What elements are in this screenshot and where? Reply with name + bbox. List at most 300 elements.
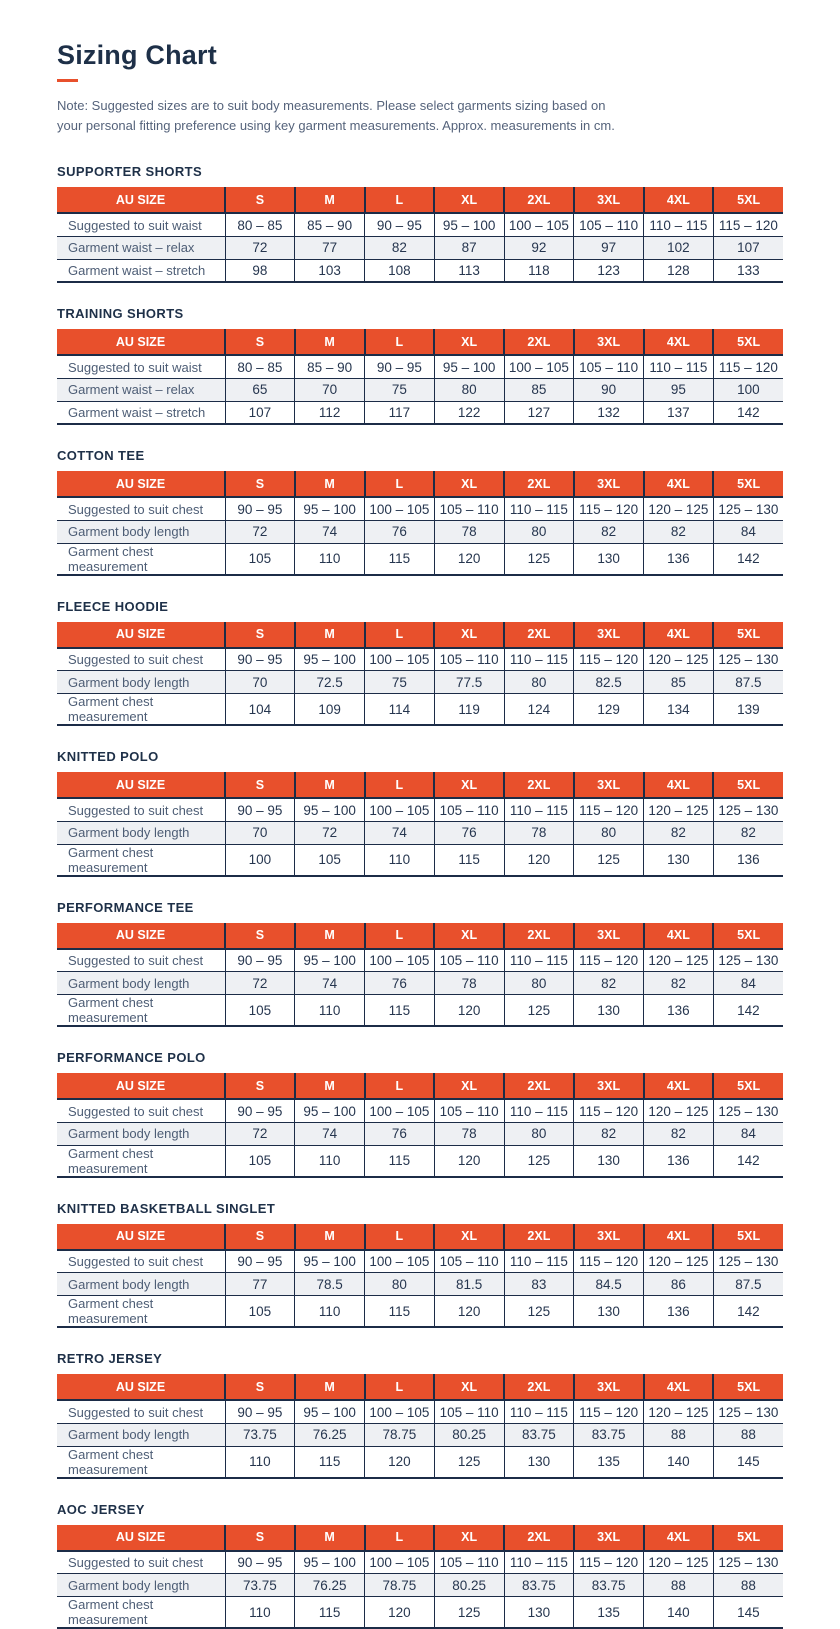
measurement-value: 139 — [713, 694, 783, 726]
measurement-row — [57, 1145, 783, 1177]
measurement-value: 95 – 100 — [295, 1551, 365, 1574]
measurement-value: 80 — [434, 378, 504, 401]
measurement-label: Garment chest measurement — [57, 1145, 225, 1177]
measurement-value: 120 — [365, 1597, 435, 1629]
measurement-value: 110 — [295, 1296, 365, 1328]
sizing-table-section — [57, 1351, 783, 1479]
size-header-cell: L — [365, 1374, 435, 1400]
measurement-value: 87 — [434, 236, 504, 259]
measurement-value: 95 – 100 — [295, 949, 365, 972]
size-header-cell: 5XL — [713, 471, 783, 497]
measurement-label: Garment body length — [57, 1423, 225, 1446]
measurement-value: 77.5 — [434, 671, 504, 694]
size-header-cell: L — [365, 622, 435, 648]
measurement-value: 136 — [713, 844, 783, 876]
measurement-value: 128 — [644, 259, 714, 282]
measurement-value: 110 – 115 — [504, 1400, 574, 1423]
measurement-value: 140 — [644, 1446, 714, 1478]
size-header-row — [57, 329, 783, 355]
size-header-cell: L — [365, 1073, 435, 1099]
measurement-value: 83.75 — [574, 1423, 644, 1446]
measurement-value: 117 — [365, 401, 435, 424]
measurement-value: 142 — [713, 1145, 783, 1177]
size-header-cell: 5XL — [713, 1374, 783, 1400]
product-title: PERFORMANCE POLO — [57, 1050, 206, 1066]
measurement-value: 120 — [434, 543, 504, 575]
measurement-value: 125 — [504, 543, 574, 575]
measurement-value: 76.25 — [295, 1574, 365, 1597]
measurement-value: 90 – 95 — [225, 949, 295, 972]
measurement-value: 119 — [434, 694, 504, 726]
measurement-value: 95 – 100 — [295, 798, 365, 821]
size-header-cell: S — [225, 187, 295, 213]
measurement-value: 90 – 95 — [365, 355, 435, 378]
measurement-value: 115 – 120 — [574, 1400, 644, 1423]
size-header-label: AU SIZE — [57, 923, 225, 949]
measurement-value: 112 — [295, 401, 365, 424]
measurement-label: Suggested to suit chest — [57, 1250, 225, 1273]
measurement-value: 72 — [225, 236, 295, 259]
measurement-value: 105 — [225, 995, 295, 1027]
measurement-value: 125 — [574, 844, 644, 876]
size-header-row — [57, 923, 783, 949]
measurement-value: 88 — [644, 1574, 714, 1597]
measurement-label: Suggested to suit chest — [57, 1551, 225, 1574]
size-header-cell: M — [295, 1525, 365, 1551]
measurement-value: 105 — [295, 844, 365, 876]
size-header-row — [57, 772, 783, 798]
measurement-value: 110 – 115 — [504, 648, 574, 671]
measurement-value: 74 — [295, 520, 365, 543]
size-header-cell: 2XL — [504, 1073, 574, 1099]
measurement-value: 87.5 — [713, 1273, 783, 1296]
measurement-value: 84 — [713, 972, 783, 995]
measurement-value: 125 – 130 — [713, 648, 783, 671]
measurement-value: 80 – 85 — [225, 213, 295, 236]
measurement-value: 115 — [434, 844, 504, 876]
measurement-value: 107 — [713, 236, 783, 259]
measurement-value: 76 — [365, 520, 435, 543]
size-header-cell: S — [225, 772, 295, 798]
measurement-row — [57, 1099, 783, 1122]
measurement-value: 105 – 110 — [574, 355, 644, 378]
measurement-value: 76 — [434, 821, 504, 844]
measurement-value: 105 – 110 — [434, 497, 504, 520]
measurement-value: 100 – 105 — [365, 1250, 435, 1273]
measurement-value: 80 — [365, 1273, 435, 1296]
measurement-value: 75 — [365, 378, 435, 401]
measurement-row — [57, 671, 783, 694]
size-header-row — [57, 1073, 783, 1099]
measurement-value: 100 – 105 — [365, 497, 435, 520]
size-header-cell: 4XL — [644, 1073, 714, 1099]
size-header-cell: 2XL — [504, 1224, 574, 1250]
measurement-value: 145 — [713, 1597, 783, 1629]
measurement-label: Garment body length — [57, 671, 225, 694]
measurement-value: 95 – 100 — [295, 648, 365, 671]
size-header-cell: L — [365, 772, 435, 798]
measurement-value: 83.75 — [504, 1423, 574, 1446]
size-header-cell: XL — [434, 471, 504, 497]
measurement-value: 80 — [574, 821, 644, 844]
measurement-label: Garment body length — [57, 972, 225, 995]
sizing-table — [57, 622, 783, 727]
measurement-label: Suggested to suit waist — [57, 213, 225, 236]
size-header-cell: 3XL — [574, 923, 644, 949]
measurement-value: 105 — [225, 1296, 295, 1328]
measurement-row — [57, 520, 783, 543]
measurement-row — [57, 1400, 783, 1423]
measurement-value: 114 — [365, 694, 435, 726]
measurement-value: 76.25 — [295, 1423, 365, 1446]
measurement-value: 82.5 — [574, 671, 644, 694]
size-header-cell: M — [295, 1224, 365, 1250]
measurement-value: 90 – 95 — [225, 648, 295, 671]
size-header-cell: L — [365, 329, 435, 355]
measurement-value: 76 — [365, 1122, 435, 1145]
measurement-label: Garment chest measurement — [57, 844, 225, 876]
measurement-value: 80.25 — [434, 1423, 504, 1446]
measurement-value: 134 — [644, 694, 714, 726]
measurement-label: Garment waist – stretch — [57, 259, 225, 282]
measurement-value: 90 – 95 — [225, 1551, 295, 1574]
measurement-value: 124 — [504, 694, 574, 726]
measurement-label: Garment body length — [57, 1273, 225, 1296]
measurement-value: 125 — [504, 1145, 574, 1177]
measurement-value: 130 — [504, 1597, 574, 1629]
measurement-value: 80.25 — [434, 1574, 504, 1597]
measurement-value: 82 — [574, 520, 644, 543]
measurement-value: 100 – 105 — [365, 648, 435, 671]
measurement-value: 80 — [504, 520, 574, 543]
product-title: TRAINING SHORTS — [57, 306, 184, 322]
size-header-cell: 4XL — [644, 772, 714, 798]
measurement-value: 120 — [365, 1446, 435, 1478]
measurement-value: 120 — [434, 1145, 504, 1177]
measurement-value: 110 – 115 — [504, 497, 574, 520]
measurement-value: 78 — [504, 821, 574, 844]
sizing-table — [57, 1525, 783, 1629]
measurement-value: 95 – 100 — [434, 355, 504, 378]
measurement-value: 125 – 130 — [713, 798, 783, 821]
size-header-cell: L — [365, 923, 435, 949]
measurement-value: 82 — [713, 821, 783, 844]
measurement-value: 120 – 125 — [644, 798, 714, 821]
size-header-cell: 4XL — [644, 471, 714, 497]
size-header-cell: 5XL — [713, 923, 783, 949]
page-note — [57, 96, 783, 136]
measurement-value: 120 — [434, 995, 504, 1027]
measurement-label: Garment chest measurement — [57, 1296, 225, 1328]
measurement-value: 105 – 110 — [434, 1099, 504, 1122]
measurement-row — [57, 1574, 783, 1597]
size-header-cell: XL — [434, 1525, 504, 1551]
measurement-value: 105 – 110 — [434, 798, 504, 821]
size-header-row — [57, 187, 783, 213]
page-note-line: your personal fitting preference using key garment measurements. Approx. measurements in cm. — [57, 118, 615, 134]
measurement-value: 135 — [574, 1446, 644, 1478]
measurement-value: 110 – 115 — [504, 798, 574, 821]
measurement-value: 90 – 95 — [225, 497, 295, 520]
measurement-value: 110 — [295, 1145, 365, 1177]
product-title: SUPPORTER SHORTS — [57, 164, 203, 180]
measurement-row — [57, 259, 783, 282]
measurement-value: 100 – 105 — [365, 798, 435, 821]
measurement-value: 129 — [574, 694, 644, 726]
measurement-value: 115 – 120 — [574, 1099, 644, 1122]
measurement-label: Suggested to suit chest — [57, 648, 225, 671]
sizing-table — [57, 1374, 783, 1479]
size-header-cell: 2XL — [504, 187, 574, 213]
product-title: PERFORMANCE TEE — [57, 899, 194, 915]
measurement-value: 115 — [365, 1145, 435, 1177]
product-title: RETRO JERSEY — [57, 1351, 163, 1367]
measurement-value: 110 – 115 — [504, 1099, 574, 1122]
measurement-value: 108 — [365, 259, 435, 282]
size-header-label: AU SIZE — [57, 471, 225, 497]
sizing-table-section — [57, 1050, 783, 1178]
measurement-value: 74 — [365, 821, 435, 844]
size-header-cell: S — [225, 1525, 295, 1551]
measurement-value: 110 — [365, 844, 435, 876]
size-header-cell: M — [295, 923, 365, 949]
size-header-cell: XL — [434, 622, 504, 648]
measurement-value: 88 — [713, 1574, 783, 1597]
size-header-cell: 5XL — [713, 1525, 783, 1551]
measurement-value: 95 — [644, 378, 714, 401]
measurement-row — [57, 543, 783, 575]
measurement-value: 83 — [504, 1273, 574, 1296]
measurement-value: 130 — [574, 543, 644, 575]
size-header-cell: 5XL — [713, 187, 783, 213]
measurement-label: Garment body length — [57, 1122, 225, 1145]
measurement-value: 85 — [644, 671, 714, 694]
size-header-cell: M — [295, 772, 365, 798]
size-header-cell: S — [225, 471, 295, 497]
measurement-value: 95 – 100 — [295, 1400, 365, 1423]
size-header-cell: 2XL — [504, 1525, 574, 1551]
measurement-value: 127 — [504, 401, 574, 424]
measurement-value: 80 — [504, 972, 574, 995]
measurement-value: 110 – 115 — [644, 355, 714, 378]
product-title: FLEECE HOODIE — [57, 598, 169, 614]
measurement-value: 100 – 105 — [504, 213, 574, 236]
size-header-cell: L — [365, 187, 435, 213]
measurement-label: Suggested to suit chest — [57, 1400, 225, 1423]
measurement-value: 104 — [225, 694, 295, 726]
measurement-value: 82 — [574, 972, 644, 995]
sizing-table-section — [57, 1502, 783, 1629]
size-header-cell: XL — [434, 923, 504, 949]
size-header-cell: 2XL — [504, 1374, 574, 1400]
measurement-value: 70 — [225, 671, 295, 694]
size-header-cell: 3XL — [574, 471, 644, 497]
size-header-cell: 3XL — [574, 772, 644, 798]
measurement-value: 105 – 110 — [574, 213, 644, 236]
measurement-value: 115 — [365, 543, 435, 575]
measurement-value: 73.75 — [225, 1574, 295, 1597]
measurement-row — [57, 1273, 783, 1296]
measurement-value: 90 – 95 — [225, 1250, 295, 1273]
sizing-table-section — [57, 306, 783, 425]
measurement-value: 120 – 125 — [644, 1551, 714, 1574]
size-header-cell: 3XL — [574, 1525, 644, 1551]
measurement-value: 122 — [434, 401, 504, 424]
measurement-value: 115 – 120 — [574, 497, 644, 520]
size-header-cell: 5XL — [713, 329, 783, 355]
size-header-cell: 2XL — [504, 923, 574, 949]
measurement-value: 85 – 90 — [295, 213, 365, 236]
measurement-value: 74 — [295, 1122, 365, 1145]
size-header-row — [57, 1525, 783, 1551]
sizing-table — [57, 772, 783, 877]
size-header-row — [57, 622, 783, 648]
measurement-value: 125 — [504, 995, 574, 1027]
measurement-value: 110 – 115 — [644, 213, 714, 236]
measurement-value: 82 — [644, 821, 714, 844]
measurement-value: 65 — [225, 378, 295, 401]
size-header-cell: XL — [434, 1224, 504, 1250]
measurement-value: 84 — [713, 1122, 783, 1145]
measurement-value: 92 — [504, 236, 574, 259]
measurement-row — [57, 1551, 783, 1574]
measurement-label: Garment chest measurement — [57, 1597, 225, 1629]
measurement-value: 120 – 125 — [644, 1400, 714, 1423]
measurement-value: 130 — [574, 1296, 644, 1328]
measurement-value: 125 – 130 — [713, 1099, 783, 1122]
measurement-value: 125 – 130 — [713, 1250, 783, 1273]
measurement-value: 115 – 120 — [574, 1551, 644, 1574]
size-header-cell: 4XL — [644, 1224, 714, 1250]
measurement-value: 95 – 100 — [295, 1099, 365, 1122]
sizing-table — [57, 923, 783, 1028]
measurement-value: 82 — [574, 1122, 644, 1145]
size-header-label: AU SIZE — [57, 1525, 225, 1551]
size-header-cell: 3XL — [574, 1073, 644, 1099]
measurement-row — [57, 1597, 783, 1629]
measurement-value: 80 – 85 — [225, 355, 295, 378]
measurement-value: 83.75 — [574, 1574, 644, 1597]
measurement-label: Garment chest measurement — [57, 543, 225, 575]
measurement-row — [57, 949, 783, 972]
product-title: COTTON TEE — [57, 448, 145, 464]
measurement-value: 97 — [574, 236, 644, 259]
size-header-cell: XL — [434, 772, 504, 798]
measurement-value: 95 – 100 — [295, 1250, 365, 1273]
size-header-cell: 4XL — [644, 923, 714, 949]
size-header-cell: 4XL — [644, 329, 714, 355]
size-header-cell: 3XL — [574, 622, 644, 648]
measurement-value: 130 — [574, 995, 644, 1027]
measurement-value: 102 — [644, 236, 714, 259]
measurement-value: 85 – 90 — [295, 355, 365, 378]
size-header-cell: 2XL — [504, 329, 574, 355]
measurement-value: 100 – 105 — [365, 1400, 435, 1423]
size-header-cell: 3XL — [574, 329, 644, 355]
measurement-label: Garment chest measurement — [57, 1446, 225, 1478]
measurement-value: 115 – 120 — [574, 1250, 644, 1273]
measurement-label: Garment waist – relax — [57, 236, 225, 259]
measurement-label: Suggested to suit chest — [57, 798, 225, 821]
measurement-value: 110 – 115 — [504, 1250, 574, 1273]
size-header-cell: XL — [434, 187, 504, 213]
measurement-value: 75 — [365, 671, 435, 694]
measurement-value: 85 — [504, 378, 574, 401]
measurement-value: 115 — [295, 1446, 365, 1478]
measurement-value: 120 – 125 — [644, 949, 714, 972]
measurement-value: 137 — [644, 401, 714, 424]
size-header-cell: XL — [434, 329, 504, 355]
size-header-cell: 5XL — [713, 772, 783, 798]
size-header-cell: M — [295, 1374, 365, 1400]
size-header-cell: M — [295, 622, 365, 648]
measurement-row — [57, 401, 783, 424]
size-header-cell: M — [295, 187, 365, 213]
size-header-cell: M — [295, 329, 365, 355]
sizing-table — [57, 1224, 783, 1329]
measurement-value: 135 — [574, 1597, 644, 1629]
measurement-value: 100 — [225, 844, 295, 876]
page-note-line: Note: Suggested sizes are to suit body measurements. Please select garments sizing based on — [57, 98, 606, 113]
measurement-value: 115 – 120 — [713, 213, 783, 236]
measurement-label: Garment body length — [57, 1574, 225, 1597]
size-header-cell: XL — [434, 1073, 504, 1099]
measurement-label: Garment body length — [57, 821, 225, 844]
measurement-label: Garment chest measurement — [57, 995, 225, 1027]
size-header-cell: M — [295, 471, 365, 497]
measurement-value: 100 – 105 — [365, 949, 435, 972]
measurement-value: 84 — [713, 520, 783, 543]
measurement-value: 110 — [295, 995, 365, 1027]
measurement-row — [57, 213, 783, 236]
sizing-table-section — [57, 448, 783, 576]
measurement-value: 140 — [644, 1597, 714, 1629]
measurement-value: 82 — [644, 520, 714, 543]
sizing-table-section — [57, 164, 783, 283]
measurement-value: 136 — [644, 1296, 714, 1328]
measurement-value: 125 – 130 — [713, 1551, 783, 1574]
measurement-value: 142 — [713, 995, 783, 1027]
measurement-value: 123 — [574, 259, 644, 282]
measurement-value: 130 — [644, 844, 714, 876]
measurement-value: 100 – 105 — [365, 1099, 435, 1122]
size-header-cell: 5XL — [713, 1073, 783, 1099]
measurement-row — [57, 1423, 783, 1446]
measurement-value: 90 – 95 — [365, 213, 435, 236]
measurement-value: 130 — [504, 1446, 574, 1478]
measurement-value: 113 — [434, 259, 504, 282]
measurement-value: 70 — [225, 821, 295, 844]
measurement-value: 90 — [574, 378, 644, 401]
measurement-value: 110 — [225, 1446, 295, 1478]
measurement-row — [57, 378, 783, 401]
measurement-value: 80 — [504, 1122, 574, 1145]
measurement-label: Garment body length — [57, 520, 225, 543]
size-header-cell: S — [225, 329, 295, 355]
measurement-value: 88 — [644, 1423, 714, 1446]
measurement-value: 70 — [295, 378, 365, 401]
size-header-cell: M — [295, 1073, 365, 1099]
measurement-value: 72.5 — [295, 671, 365, 694]
measurement-value: 133 — [713, 259, 783, 282]
size-header-cell: S — [225, 1374, 295, 1400]
measurement-value: 100 – 105 — [504, 355, 574, 378]
size-header-row — [57, 1374, 783, 1400]
measurement-value: 78.75 — [365, 1574, 435, 1597]
size-header-cell: S — [225, 923, 295, 949]
measurement-row — [57, 798, 783, 821]
measurement-value: 105 – 110 — [434, 1551, 504, 1574]
